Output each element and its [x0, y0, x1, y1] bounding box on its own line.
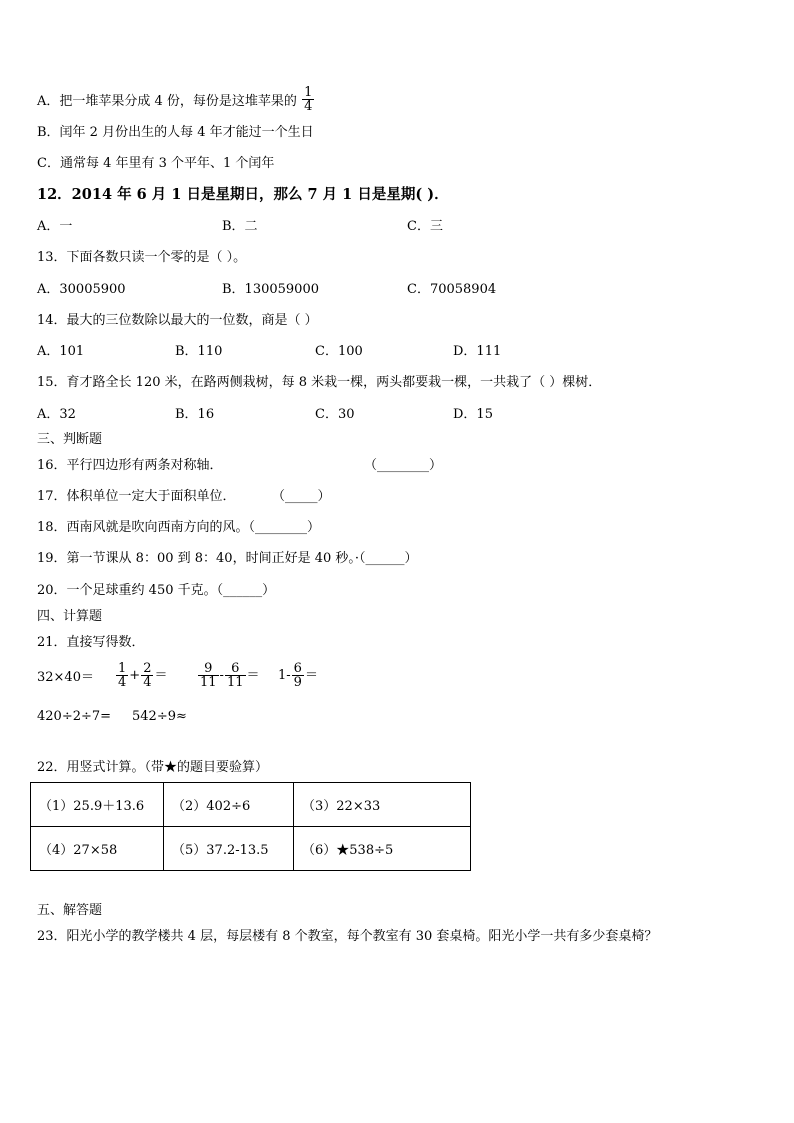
table-row [31, 783, 471, 827]
option-14-d: D．111 [453, 344, 502, 359]
expr-6: 542÷9≈ [132, 709, 187, 724]
option-15-b: B．16 [175, 407, 215, 422]
question-16-blank: （________） [364, 458, 443, 473]
question-18: 18．西南风就是吹向西南方向的风。（________） [37, 520, 321, 535]
option-13-c: C．70058904 [407, 282, 497, 297]
expr-1: 32×40＝ [37, 670, 94, 685]
calculation-table [30, 782, 471, 871]
option-14-a: A．101 [37, 344, 85, 359]
expr-4: 1- $\frac{6}{9}$ ＝ [278, 661, 318, 690]
table-cell: （4）27×58 [31, 827, 164, 871]
table-cell: （1）25.9＋13.6 [31, 783, 164, 827]
fraction: $\frac{9}{11}$ [200, 661, 217, 690]
question-15-stem: 15．育才路全长 120 米，在路两侧栽树，每 8 米栽一棵，两头都要栽一棵，一共栽了（ ）棵树． [37, 375, 602, 390]
section-3-heading: 三、判断题 [37, 432, 103, 447]
option-11-a [37, 85, 315, 115]
option-15-c: C．30 [315, 407, 355, 422]
table-cell: （2）402÷6 [164, 783, 294, 827]
question-20: 20．一个足球重约 450 千克。（______） [37, 583, 276, 598]
option-13-b: B．130059000 [222, 282, 319, 297]
question-21-stem: 21．直接写得数． [37, 635, 145, 650]
option-15-a: A．32 [37, 407, 76, 422]
question-16-stem: 16．平行四边形有两条对称轴． [37, 458, 223, 473]
fraction: $\frac{6}{11}$ [226, 661, 244, 690]
table-cell: （5）37.2-13.5 [164, 827, 294, 871]
question-17-blank: （_____） [272, 489, 331, 504]
option-12-c: C．三 [407, 219, 443, 234]
question-23: 23．阳光小学的教学楼共 4 层，每层楼有 8 个教室，每个教室有 30 套桌椅。阳光小学一共有多少套桌椅？ [37, 929, 658, 944]
option-15-d: D．15 [453, 407, 493, 422]
expr-5: 420÷2÷7= [37, 709, 112, 724]
question-13-stem: 13．下面各数只读一个零的是（ ）。 [37, 250, 247, 265]
question-19: 19．第一节课从 8：00 到 8：40，时间正好是 40 秒。·（______） [37, 551, 418, 566]
question-14-stem: 14．最大的三位数除以最大的一位数，商是（ ） [37, 313, 318, 328]
fraction: $\frac{6}{9}$ [293, 661, 302, 690]
section-5-heading: 五、解答题 [37, 903, 103, 918]
question-17-stem: 17．体积单位一定大于面积单位． [37, 489, 236, 504]
option-12-a: A．一 [37, 219, 73, 234]
option-12-b: B．二 [222, 219, 258, 234]
option-11-a-text: A．把一堆苹果分成 4 份，每份是这堆苹果的 [37, 94, 297, 109]
fraction: $\frac{1}{4}$ [118, 661, 127, 690]
section-4-heading: 四、计算题 [37, 609, 103, 624]
table-row [31, 827, 471, 871]
fraction: $\frac{1}{4}$ [304, 85, 313, 114]
option-11-b: B．闰年 2 月份出生的人每 4 年才能过一个生日 [37, 125, 314, 140]
option-14-c: C．100 [315, 344, 363, 359]
question-22-stem: 22．用竖式计算。（带★的题目要验算） [37, 760, 269, 775]
option-11-c: C．通常每 4 年里有 3 个平年、1 个闰年 [37, 156, 275, 171]
table-cell: （6）★538÷5 [294, 827, 471, 871]
option-13-a: A．30005900 [37, 282, 126, 297]
table-cell: （3）22×33 [294, 783, 471, 827]
expr-2: $\frac{1}{4}$ + $\frac{2}{4}$ ＝ [118, 661, 168, 690]
fraction: $\frac{2}{4}$ [143, 661, 152, 690]
question-12-stem: 12．2014 年 6 月 1 日是星期日，那么 7 月 1 日是星期( )． [37, 186, 449, 203]
expr-3: $\frac{9}{11}$ - $\frac{6}{11}$ ＝ [200, 661, 260, 690]
option-14-b: B．110 [175, 344, 223, 359]
